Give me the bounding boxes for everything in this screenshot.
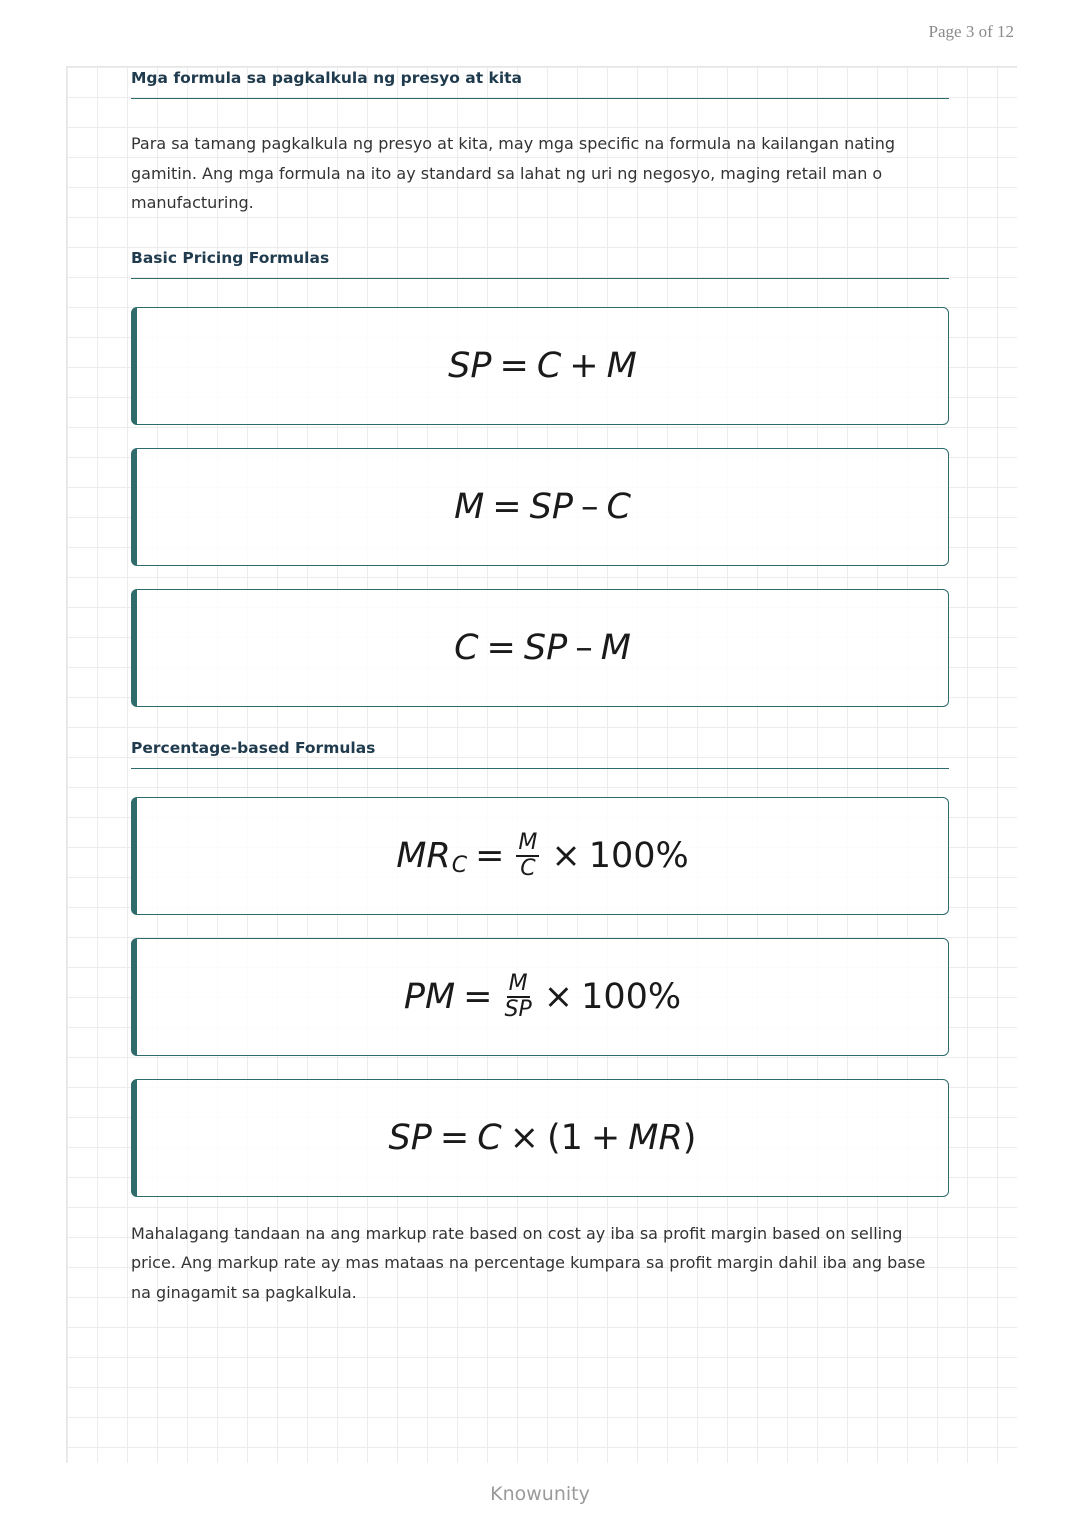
formula-term: C (606, 486, 631, 527)
formula-term: (1 (546, 1117, 583, 1158)
formula-box-selling-price (131, 307, 949, 425)
formula-fraction (516, 829, 539, 881)
formula-term: M (454, 486, 485, 527)
formula-operator: × (543, 976, 574, 1017)
formula-term: SP (529, 486, 573, 527)
basic-formulas-heading: Basic Pricing Formulas (131, 249, 949, 279)
formula-markup-rate (396, 829, 689, 881)
formula-term: C (536, 345, 562, 386)
formula-fraction (504, 970, 532, 1022)
formula-operator: = (492, 486, 522, 527)
document-content (131, 66, 949, 1307)
formula-box-markup (131, 448, 949, 566)
formula-term: MR (396, 835, 451, 876)
formula-term: C (454, 627, 479, 668)
formula-term: SP (523, 627, 568, 668)
section-title: Mga formula sa pagkalkula ng presyo at kita (131, 69, 949, 99)
formula-operator: = (499, 345, 529, 386)
formula-operator: + (590, 1117, 621, 1158)
page-number: Page 3 of 12 (928, 22, 1014, 41)
formula-term: SP (388, 1117, 432, 1158)
percentage-formulas-heading: Percentage-based Formulas (131, 739, 949, 769)
formula-operator: = (439, 1117, 470, 1158)
fraction-numerator: M (518, 829, 538, 855)
formula-subscript: C (451, 853, 468, 878)
formula-operator: – (580, 486, 599, 527)
percentage-formula-list (131, 797, 949, 1197)
formula-term: SP (448, 345, 492, 386)
formula-operator: × (551, 835, 581, 876)
note-paragraph: Mahalagang tandaan na ang markup rate based on cost ay iba sa profit margin based on selling price. Ang markup rate ay mas mataas na percentage kumpara sa profit margin dahil iba ang base na ginagamit sa pagkalkula. (131, 1223, 926, 1302)
formula-box-profit-margin (131, 938, 949, 1056)
fraction-numerator: M (508, 970, 528, 996)
formula-term: ) (682, 1117, 697, 1158)
fraction-denominator: SP (504, 996, 532, 1022)
formula-operator: = (486, 627, 516, 668)
formula-profit-margin (403, 970, 682, 1022)
formula-selling-price-from-rate (389, 1118, 697, 1158)
formula-box-cost (131, 589, 949, 707)
formula-term: MR (628, 1117, 683, 1158)
basic-formula-list (131, 307, 949, 707)
footer-brand: Knowunity (490, 1483, 590, 1505)
formula-term: M (600, 627, 631, 668)
formula-term: M (606, 345, 637, 386)
formula-term: C (477, 1117, 502, 1158)
formula-markup (454, 487, 631, 527)
formula-box-selling-price-from-rate (131, 1079, 949, 1197)
intro-paragraph: Para sa tamang pagkalkula ng presyo at kita, may mga specific na formula na kailangan nating gamitin. Ang mga formula na ito ay standard sa lahat ng uri ng negosyo, maging retail man o manufacturing. (131, 134, 896, 212)
formula-operator: = (463, 976, 493, 1017)
formula-box-markup-rate (131, 797, 949, 915)
formula-term: 100% (588, 835, 689, 876)
formula-operator: – (575, 627, 593, 668)
formula-selling-price (448, 346, 637, 386)
formula-term: PM (403, 976, 456, 1017)
formula-operator: + (569, 345, 599, 386)
formula-operator: × (509, 1117, 539, 1158)
formula-cost (454, 628, 631, 668)
formula-term: 100% (581, 976, 682, 1017)
formula-operator: = (475, 835, 505, 876)
fraction-denominator: C (520, 855, 536, 881)
